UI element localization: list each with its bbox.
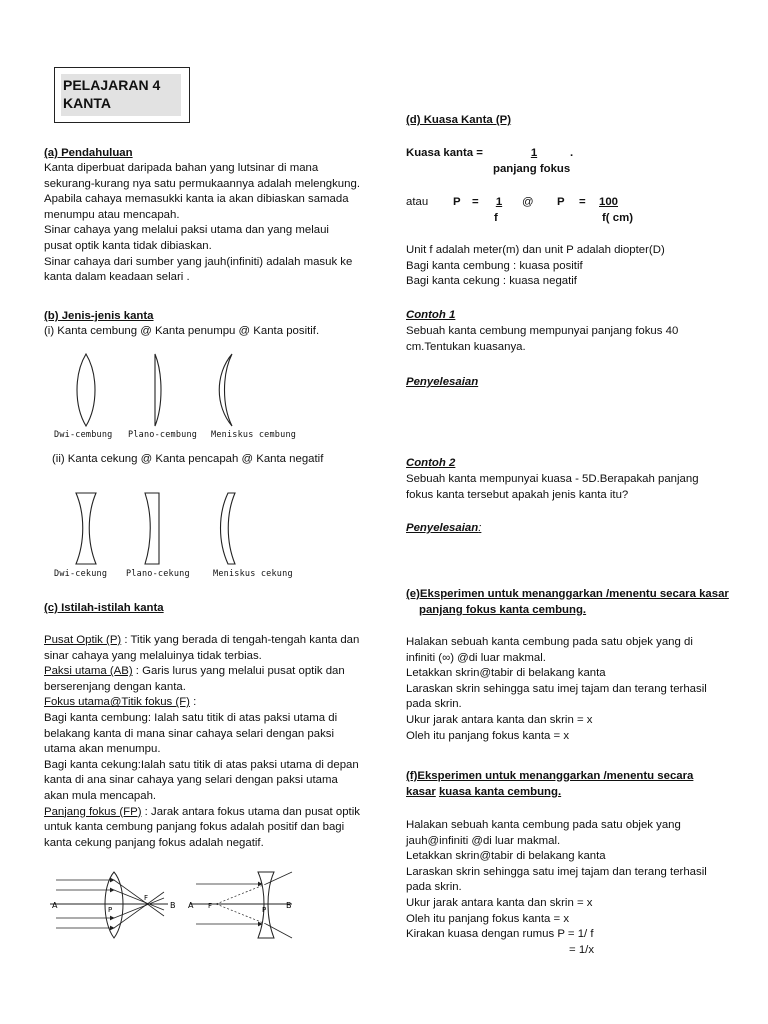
text-line: Oleh itu panjang fokus kanta = x bbox=[406, 729, 570, 742]
section-c-heading: (c) Istilah-istilah kanta bbox=[44, 602, 164, 614]
axis-label-b: B bbox=[286, 901, 292, 910]
text-line: kanta di ana sinar cahaya yang selari dengan paksi utama bbox=[44, 774, 338, 787]
text-line: Bagi kanta cembung: Ialah satu titik di atas paksi utama di bbox=[44, 711, 338, 724]
term: Fokus utama@Titik fokus (F) bbox=[44, 696, 190, 709]
text-line: Halakan sebuah kanta cembung pada satu objek yang bbox=[406, 819, 681, 831]
term: Pusat Optik (P) bbox=[44, 634, 122, 646]
lens-caption: Dwi-cekung bbox=[54, 569, 108, 579]
text-line: menumpu atau mencapah. bbox=[44, 208, 180, 221]
biconcave-lens-icon bbox=[76, 493, 96, 564]
text-line: untuk kanta cembung panjang fokus adalah positif dan bagi bbox=[44, 821, 345, 834]
meniscus-concave-lens-icon bbox=[221, 493, 236, 564]
lesson-title: KANTA bbox=[63, 95, 111, 111]
text-line: fokus kanta tersebut apakah jenis kanta itu? bbox=[406, 488, 629, 501]
power-symbol: P bbox=[557, 196, 565, 208]
heading-phrase: kuasa kanta cembung. bbox=[438, 786, 562, 798]
text-line: Sinar cahaya yang melalui paksi utama dan yang melaui bbox=[44, 224, 329, 237]
definition-text: : bbox=[189, 696, 197, 709]
concave-lenses-figure bbox=[60, 490, 320, 570]
axis-label-f: F bbox=[144, 894, 149, 902]
definition-text: : Jarak antara fokus utama dan pusat optik bbox=[141, 805, 360, 818]
power-symbol: P bbox=[453, 196, 461, 208]
text-line: kanta dalam keadaan selari . bbox=[44, 271, 190, 284]
solution-colon: : bbox=[478, 522, 482, 534]
formula-numerator: 1 bbox=[495, 196, 503, 208]
planoconcave-lens-icon bbox=[145, 493, 159, 564]
convex-lenses-figure bbox=[60, 350, 320, 432]
at-sign: @ bbox=[522, 196, 534, 208]
lens-caption: Meniskus cembung bbox=[211, 430, 297, 440]
axis-label-a: A bbox=[52, 901, 58, 910]
power-formula-label: Kuasa kanta = bbox=[406, 147, 483, 159]
definition-focal-point bbox=[44, 695, 360, 711]
section-f-heading-line2 bbox=[406, 785, 561, 801]
formula-dot: . bbox=[570, 147, 574, 159]
formula-numerator: 1 bbox=[530, 147, 538, 159]
text-line: sinar cahaya yang melaluinya tidak terbias. bbox=[44, 649, 262, 662]
definition-focal-length bbox=[44, 805, 360, 821]
section-f-heading: (f)Eksperimen untuk menanggarkan /menentu secara bbox=[406, 770, 694, 782]
text-line: Oleh itu panjang fokus kanta = x bbox=[406, 912, 570, 925]
text-line: pada skrin. bbox=[406, 881, 462, 894]
biconvex-lens-icon bbox=[77, 354, 95, 426]
text-line: Kirakan kuasa dengan rumus P = 1/ f bbox=[406, 928, 594, 941]
or-label: atau bbox=[406, 196, 429, 208]
axis-label-p: P bbox=[108, 906, 113, 914]
text-line: Bagi kanta cekung : kuasa negatif bbox=[406, 275, 577, 288]
section-b-heading: (b) Jenis-jenis kanta bbox=[44, 310, 154, 322]
text-line: Kanta diperbuat daripada bahan yang lutsinar di mana bbox=[44, 162, 319, 174]
section-a-body bbox=[44, 161, 360, 286]
definition-text: : Garis lurus yang melalui pusat optik dan bbox=[132, 665, 345, 678]
text-line: Unit f adalah meter(m) dan unit P adalah diopter(D) bbox=[406, 244, 665, 256]
example-2-solution-label bbox=[406, 521, 481, 537]
axis-label-p: P bbox=[262, 906, 267, 914]
axis-label-b: B bbox=[170, 901, 176, 910]
text-line: belakang kanta di mana sinar cahaya selari dengan paksi bbox=[44, 727, 335, 740]
text-line: Laraskan skrin sehingga satu imej tajam dan terang terhasil bbox=[406, 865, 707, 878]
text-line: Sebuah kanta cembung mempunyai panjang fokus 40 bbox=[406, 325, 679, 337]
example-1-solution-label: Penyelesaian bbox=[406, 376, 479, 388]
definition-text: : Titik yang berada di tengah-tengah kanta dan bbox=[121, 634, 360, 646]
axis-label-a: A bbox=[188, 901, 194, 910]
planoconvex-lens-icon bbox=[155, 354, 161, 426]
text-line: Ukur jarak antara kanta dan skrin = x bbox=[406, 896, 593, 909]
convex-lens-line: (i) Kanta cembung @ Kanta penumpu @ Kanta positif. bbox=[44, 325, 320, 337]
text-line: jauh@infiniti @di luar makmal. bbox=[406, 834, 561, 847]
text-line: pada skrin. bbox=[406, 698, 462, 711]
meniscus-convex-lens-icon bbox=[219, 354, 232, 426]
term: Panjang fokus (FP) bbox=[44, 805, 142, 818]
text-line: utama akan menumpu. bbox=[44, 743, 161, 756]
text-line: Ukur jarak antara kanta dan skrin = x bbox=[406, 713, 593, 726]
section-d-heading: (d) Kuasa Kanta (P) bbox=[406, 114, 512, 126]
example-2-body bbox=[406, 472, 699, 503]
lens-caption: Plano-cekung bbox=[126, 569, 190, 579]
section-e-body bbox=[406, 635, 707, 744]
text-line: pusat optik kanta tidak dibiaskan. bbox=[44, 239, 212, 252]
concave-lens-line: (ii) Kanta cekung @ Kanta pencapah @ Kanta negatif bbox=[52, 453, 324, 465]
convex-ray-diagram bbox=[50, 872, 168, 938]
text-line: berserenjang dengan kanta. bbox=[44, 680, 186, 693]
lens-caption: Plano-cembung bbox=[128, 430, 198, 440]
text-line: akan mula mencapah. bbox=[44, 789, 157, 802]
power-result-line: = 1/x bbox=[569, 944, 595, 956]
text-line: kanta cekung panjang fokus adalah negatif. bbox=[44, 836, 264, 849]
text-line: cm.Tentukan kuasanya. bbox=[406, 340, 526, 353]
ray-diagrams bbox=[48, 866, 298, 952]
formula-numerator: 100 bbox=[599, 196, 619, 208]
text-line: Bagi kanta cembung : kuasa positif bbox=[406, 259, 583, 272]
formula-denominator: f bbox=[494, 212, 498, 224]
section-e-heading-line2: panjang fokus kanta cembung. bbox=[419, 604, 587, 616]
axis-label-f: F bbox=[208, 902, 213, 910]
text-line: Halakan sebuah kanta cembung pada satu objek yang di bbox=[406, 636, 693, 648]
definition-optical-centre bbox=[44, 633, 360, 649]
lens-caption: Meniskus cekung bbox=[213, 569, 293, 579]
text-line: infiniti (∞) @di luar makmal. bbox=[406, 651, 546, 664]
example-2-heading: Contoh 2 bbox=[406, 457, 456, 469]
equals-sign: = bbox=[472, 196, 479, 208]
solution-label-text: Penyelesaian bbox=[406, 522, 479, 534]
term: Paksi utama (AB) bbox=[44, 665, 133, 678]
example-1-heading: Contoh 1 bbox=[406, 309, 456, 321]
text-line: sekurang-kurang nya satu permukaannya adalah melengkung. bbox=[44, 177, 360, 190]
formula-denominator: f( cm) bbox=[602, 212, 634, 224]
section-a-heading: (a) Pendahuluan bbox=[44, 147, 133, 159]
text-line: Apabila cahaya memasukki kanta ia akan dibiaskan samada bbox=[44, 193, 349, 206]
text-line: Letakkan skrin@tabir di belakang kanta bbox=[406, 850, 606, 863]
example-1-body bbox=[406, 324, 678, 355]
title-box bbox=[54, 67, 190, 123]
lens-caption: Dwi-cembung bbox=[54, 430, 113, 440]
definition-principal-axis bbox=[44, 664, 360, 680]
text-line: Letakkan skrin@tabir di belakang kanta bbox=[406, 667, 606, 680]
section-d-body bbox=[406, 243, 665, 290]
section-c-body bbox=[44, 633, 360, 851]
lesson-number: PELAJARAN 4 bbox=[63, 77, 161, 93]
text-line: Sebuah kanta mempunyai kuasa - 5D.Berapakah panjang bbox=[406, 473, 699, 485]
text-line: Laraskan skrin sehingga satu imej tajam dan terang terhasil bbox=[406, 682, 707, 695]
concave-ray-diagram bbox=[190, 872, 292, 938]
equals-sign: = bbox=[579, 196, 586, 208]
formula-denominator: panjang fokus bbox=[493, 163, 571, 175]
section-e-heading: (e)Eksperimen untuk menanggarkan /menentu secara kasar bbox=[406, 588, 729, 600]
text-line: Bagi kanta cekung:Ialah satu titik di atas paksi utama di depan bbox=[44, 758, 359, 771]
section-f-body bbox=[406, 818, 707, 943]
text-line: Sinar cahaya dari sumber yang jauh(infiniti) adalah masuk ke bbox=[44, 255, 353, 268]
heading-word: kasar bbox=[406, 786, 436, 798]
